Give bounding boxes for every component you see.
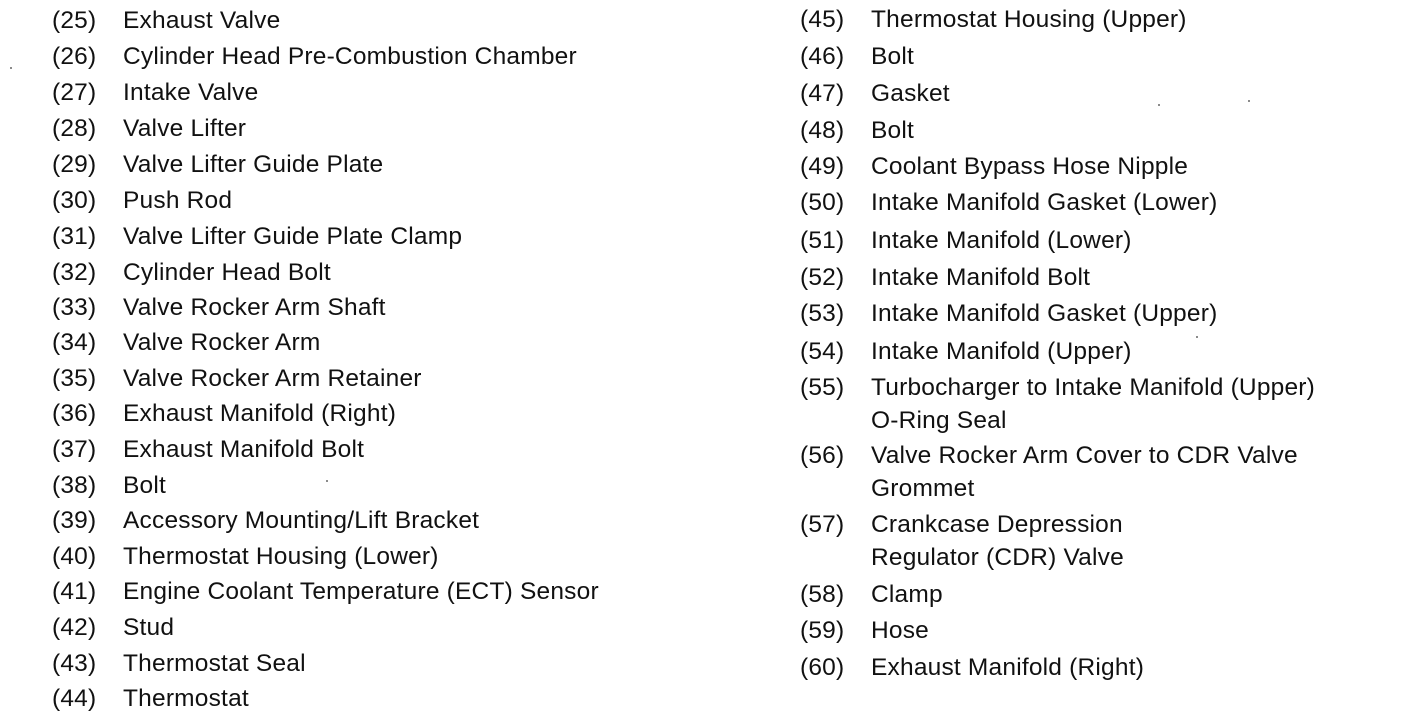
part-description xyxy=(871,186,1217,219)
part-description xyxy=(123,433,364,466)
part-description-line: Intake Manifold Gasket (Lower) xyxy=(871,189,1218,216)
part-number: (39) xyxy=(52,507,97,534)
part-number: (43) xyxy=(52,650,97,677)
scan-speck xyxy=(1248,100,1250,102)
parts-list-item xyxy=(800,371,1315,437)
part-description xyxy=(123,326,320,359)
part-number: (25) xyxy=(52,7,97,34)
parts-list-item xyxy=(52,682,249,715)
part-description xyxy=(123,540,439,573)
part-description-line: Valve Rocker Arm Retainer xyxy=(123,365,422,392)
part-description xyxy=(123,611,174,644)
part-description-line: Crankcase Depression xyxy=(871,511,1123,538)
part-description xyxy=(871,297,1217,330)
part-description xyxy=(871,614,929,647)
part-description-line: Cylinder Head Bolt xyxy=(123,259,331,286)
parts-list-item xyxy=(52,112,246,145)
part-description xyxy=(871,77,950,110)
part-description-line: Valve Lifter xyxy=(123,115,247,142)
parts-list-item xyxy=(52,148,383,181)
parts-list-item xyxy=(800,651,1144,684)
part-description xyxy=(871,439,1298,505)
part-description-line: Valve Rocker Arm Cover to CDR Valve xyxy=(871,442,1298,469)
part-number: (50) xyxy=(800,189,845,216)
parts-list-item xyxy=(52,647,306,680)
part-description xyxy=(123,469,166,502)
part-description xyxy=(871,40,914,73)
part-description-line: Bolt xyxy=(123,472,167,499)
parts-list-item xyxy=(800,578,943,611)
part-description-line: Coolant Bypass Hose Nipple xyxy=(871,153,1189,180)
part-description xyxy=(123,362,422,395)
part-description-line: Intake Manifold Gasket (Upper) xyxy=(871,300,1218,327)
parts-list-item xyxy=(800,261,1090,294)
parts-list-item xyxy=(52,575,599,608)
part-description xyxy=(123,647,306,680)
part-number: (27) xyxy=(52,79,97,106)
parts-list-item xyxy=(800,3,1187,36)
part-number: (46) xyxy=(800,43,845,70)
part-number: (38) xyxy=(52,472,97,499)
parts-list-item xyxy=(800,439,1298,505)
part-number: (44) xyxy=(52,685,97,712)
parts-list-item xyxy=(52,291,386,324)
part-description-line: Exhaust Manifold Bolt xyxy=(123,436,365,463)
parts-list-item xyxy=(800,77,950,110)
part-number: (54) xyxy=(800,338,845,365)
part-number: (60) xyxy=(800,654,845,681)
parts-list-item xyxy=(52,540,439,573)
part-number: (40) xyxy=(52,543,97,570)
part-number: (52) xyxy=(800,264,845,291)
part-description xyxy=(123,220,462,253)
part-number: (55) xyxy=(800,374,845,401)
part-number: (56) xyxy=(800,442,845,469)
scan-speck xyxy=(326,480,328,482)
parts-list-item xyxy=(800,297,1217,330)
parts-list-item xyxy=(800,614,929,647)
part-number: (36) xyxy=(52,400,97,427)
part-number: (49) xyxy=(800,153,845,180)
part-description-line: Bolt xyxy=(871,117,915,144)
parts-list-item xyxy=(800,114,914,147)
parts-list-item xyxy=(52,326,320,359)
parts-list-item xyxy=(52,362,422,395)
parts-list-item xyxy=(52,504,479,537)
part-number: (29) xyxy=(52,151,97,178)
part-number: (58) xyxy=(800,581,845,608)
scan-speck xyxy=(1196,336,1198,338)
part-description xyxy=(123,4,280,37)
part-number: (53) xyxy=(800,300,845,327)
part-number: (34) xyxy=(52,329,97,356)
part-description-line: Exhaust Manifold (Right) xyxy=(871,654,1145,681)
part-description xyxy=(871,150,1188,183)
part-description-line: Exhaust Manifold (Right) xyxy=(123,400,397,427)
part-description-line: Engine Coolant Temperature (ECT) Sensor xyxy=(123,578,599,605)
part-number: (32) xyxy=(52,259,97,286)
part-description xyxy=(871,261,1090,294)
part-description-line: Regulator (CDR) Valve xyxy=(871,544,1124,571)
part-description xyxy=(123,256,331,289)
parts-list-item xyxy=(52,433,364,466)
part-description-line: Valve Rocker Arm Shaft xyxy=(123,294,386,321)
part-description-line: Gasket xyxy=(871,80,950,107)
part-description-line: Stud xyxy=(123,614,175,641)
parts-list-item xyxy=(800,335,1132,368)
part-description xyxy=(123,40,577,73)
part-description-line: Thermostat xyxy=(123,685,249,712)
part-number: (48) xyxy=(800,117,845,144)
part-number: (42) xyxy=(52,614,97,641)
part-description xyxy=(871,3,1187,36)
parts-list-item xyxy=(52,184,232,217)
part-description xyxy=(871,114,914,147)
parts-list-item xyxy=(800,40,914,73)
scan-speck xyxy=(1158,104,1160,106)
part-description-line: Valve Lifter Guide Plate Clamp xyxy=(123,223,463,250)
parts-list-item xyxy=(52,469,166,502)
part-description-line: Hose xyxy=(871,617,929,644)
part-number: (59) xyxy=(800,617,845,644)
part-description-line: Bolt xyxy=(871,43,915,70)
part-number: (30) xyxy=(52,187,97,214)
parts-list-item xyxy=(52,611,174,644)
part-number: (45) xyxy=(800,6,845,33)
part-description xyxy=(871,651,1144,684)
part-description-line: Push Rod xyxy=(123,187,233,214)
parts-list-item xyxy=(52,397,396,430)
part-description-line: Thermostat Housing (Lower) xyxy=(123,543,439,570)
part-description-line: Clamp xyxy=(871,581,943,608)
parts-list-item xyxy=(52,256,331,289)
part-description-line: Intake Manifold Bolt xyxy=(871,264,1091,291)
part-description xyxy=(123,504,479,537)
part-description-line: Exhaust Valve xyxy=(123,7,281,34)
part-description xyxy=(871,224,1132,257)
part-description xyxy=(871,508,1124,574)
part-description xyxy=(123,291,386,324)
part-description xyxy=(123,112,246,145)
parts-list-item xyxy=(52,4,280,37)
part-description-line: O-Ring Seal xyxy=(871,407,1007,434)
part-description-line: Turbocharger to Intake Manifold (Upper) xyxy=(871,374,1316,401)
part-description-line: Intake Manifold (Lower) xyxy=(871,227,1132,254)
part-description xyxy=(123,184,232,217)
part-number: (28) xyxy=(52,115,97,142)
part-number: (26) xyxy=(52,43,97,70)
part-number: (37) xyxy=(52,436,97,463)
part-description-line: Intake Valve xyxy=(123,79,259,106)
part-description xyxy=(123,397,396,430)
part-description xyxy=(123,575,599,608)
part-number: (47) xyxy=(800,80,845,107)
part-description-line: Thermostat Seal xyxy=(123,650,306,677)
parts-list-item xyxy=(52,76,258,109)
part-description xyxy=(871,578,943,611)
parts-list-item xyxy=(800,224,1132,257)
part-description xyxy=(871,371,1315,437)
parts-list-item xyxy=(52,220,462,253)
part-description xyxy=(123,682,249,715)
part-description-line: Intake Manifold (Upper) xyxy=(871,338,1132,365)
part-description xyxy=(871,335,1132,368)
part-number: (31) xyxy=(52,223,97,250)
part-description-line: Cylinder Head Pre-Combustion Chamber xyxy=(123,43,577,70)
part-number: (33) xyxy=(52,294,97,321)
parts-list-item xyxy=(800,186,1217,219)
parts-list-item xyxy=(800,508,1124,574)
part-description xyxy=(123,76,258,109)
part-number: (51) xyxy=(800,227,845,254)
part-description xyxy=(123,148,383,181)
part-description-line: Grommet xyxy=(871,475,975,502)
part-description-line: Thermostat Housing (Upper) xyxy=(871,6,1187,33)
part-number: (57) xyxy=(800,511,845,538)
parts-list-item xyxy=(800,150,1188,183)
part-description-line: Valve Rocker Arm xyxy=(123,329,321,356)
part-description-line: Valve Lifter Guide Plate xyxy=(123,151,384,178)
scan-speck xyxy=(10,67,12,69)
part-number: (35) xyxy=(52,365,97,392)
part-description-line: Accessory Mounting/Lift Bracket xyxy=(123,507,480,534)
part-number: (41) xyxy=(52,578,97,605)
parts-list-item xyxy=(52,40,577,73)
